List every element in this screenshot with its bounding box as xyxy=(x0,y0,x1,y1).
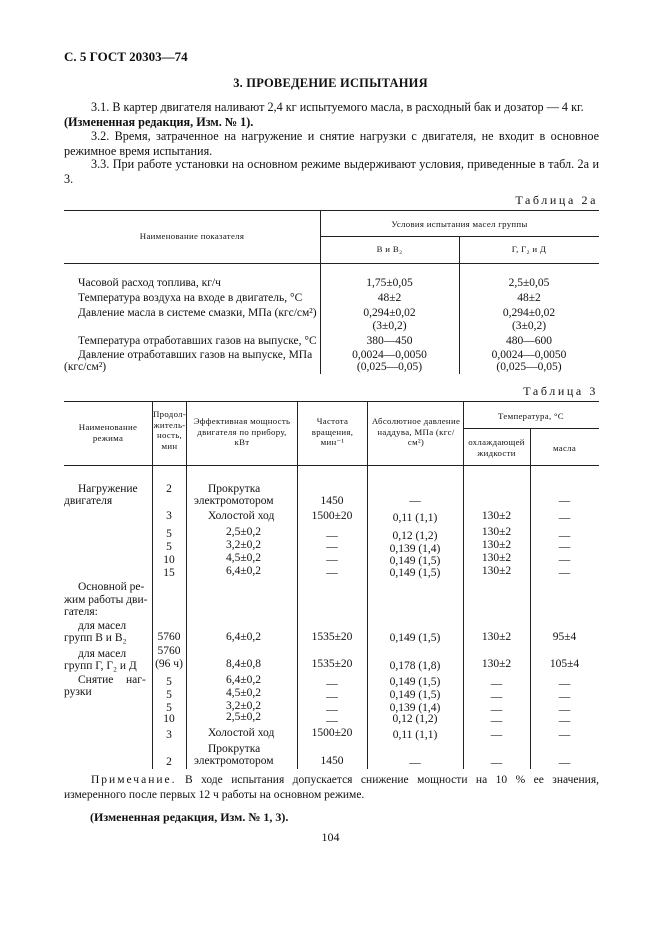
table-3-cell: Холостой ход xyxy=(208,510,275,522)
table-2a-head-name: Наименование показателя xyxy=(139,231,245,241)
table-2a-cell: 48±2 xyxy=(517,292,541,304)
table-3-head-mode: Наименование режима xyxy=(78,422,138,443)
amendment-note: (Измененная редакция, Изм. № 1). xyxy=(64,114,254,129)
table-3-cell: — xyxy=(558,554,571,566)
table-3-cell: 1535±20 xyxy=(311,658,353,670)
table-3-cell: 15 xyxy=(163,567,175,579)
table-3-cell: — xyxy=(558,757,571,769)
table-3-cell: 2 xyxy=(166,756,172,768)
table-3-cell: 3,2±0,2 xyxy=(226,539,262,551)
table-3-cell: — xyxy=(326,530,338,542)
table-3-cell: 6,4±0,2 xyxy=(226,631,262,643)
mode-label: групп Г, Г₂ и Д xyxy=(64,660,137,672)
table-3-head-duration: Продол-житель-ность, мин xyxy=(153,409,187,451)
section-title: 3. ПРОВЕДЕНИЕ ИСПЫТАНИЯ xyxy=(233,76,428,90)
table-3-cell: — xyxy=(490,704,503,716)
table-3-cell: 0,12 (1,2) xyxy=(392,713,438,725)
table-3-cell: — xyxy=(326,704,338,716)
table-3-cell: 10 xyxy=(163,713,175,725)
table-2a-head-col2: Г, Г₂ и Д xyxy=(511,244,547,254)
table-3-cell: — xyxy=(558,541,571,553)
table-3-cell: — xyxy=(558,729,571,741)
table-3-cell: 1500±20 xyxy=(311,727,353,739)
table-3-cell: 0,139 (1,4) xyxy=(389,543,441,555)
table-2a-cell: 0,0024—0,0050 xyxy=(491,349,567,361)
table-3-cell: 95±4 xyxy=(552,631,577,643)
table-3-cell: 3,2±0,2 xyxy=(226,700,262,712)
paragraph-3-1: 3.1. В картер двигателя наливают 2,4 кг испытуемого масла, в расходный бак и дозатор — 4 кг. (Измененная редакция, Изм. № 1). xyxy=(64,100,584,129)
table-3-cell: 0,12 (1,2) xyxy=(392,530,438,542)
table-3-cell: — xyxy=(409,757,421,769)
table-3-cell: 130±2 xyxy=(481,510,512,522)
table-3-cell: 5760 xyxy=(157,645,181,657)
table-3-cell: 5 xyxy=(166,702,172,714)
table-2a-row-name: Часовой расход топлива, кг/ч xyxy=(78,277,221,289)
mode-label: гателя: xyxy=(64,606,98,618)
table-3-cell: — xyxy=(558,715,571,727)
table-2a-cell: 0,294±0,02 xyxy=(363,307,416,319)
table-3-head-frequency: Частота вращения, мин⁻¹ xyxy=(311,416,354,447)
table-2a-row-name: Давление отработавших газов на выпуске, МПа xyxy=(78,349,313,361)
table-2a-row-name: Температура отработавших газов на выпуске, °С xyxy=(78,335,317,347)
table-3-cell: — xyxy=(490,678,503,690)
table-3-cell: 130±2 xyxy=(481,658,512,670)
mode-label: рузки xyxy=(64,686,92,698)
table-2a-cell: 0,294±0,02 xyxy=(502,307,556,319)
table-3-head-power: Эффективная мощность двигателя по прибору, кВт xyxy=(193,416,291,447)
mode-label: двигателя xyxy=(64,495,113,507)
amendment-note: (Измененная редакция, Изм. № 1, 3). xyxy=(90,810,289,824)
table-3-head-coolant: охлаждающей жидкости xyxy=(468,437,525,458)
table-2a-cell: (0,025—0,05) xyxy=(496,361,562,373)
table-3-cell: электромотором xyxy=(194,755,274,767)
table-3-cell: — xyxy=(490,691,503,703)
table-3-col-divider xyxy=(186,401,187,769)
mode-label: Снятие xyxy=(78,674,114,686)
table-3-cell: 0,149 (1,5) xyxy=(389,555,441,567)
table-3-cell: 0,149 (1,5) xyxy=(389,689,441,701)
table-3-head-border xyxy=(64,465,599,466)
table-2a-cell: (3±0,2) xyxy=(372,320,407,332)
table-3-cell: Прокрутка xyxy=(208,743,261,755)
mode-label: наг- xyxy=(126,674,146,686)
table-2a-cell: 480—600 xyxy=(506,335,552,347)
table-3-cell: 1450 xyxy=(320,755,344,767)
table-2a-row-name: Температура воздуха на входе в двигатель, °С xyxy=(78,292,303,304)
table-2a-top-border xyxy=(64,210,599,211)
table-3-cell: 5760 xyxy=(157,631,181,643)
table-3-cell: — xyxy=(326,678,338,690)
table-3-cell: 2,5±0,2 xyxy=(226,711,262,723)
table-3-cell: 2,5±0,2 xyxy=(226,526,262,538)
table-2a-cell: (0,025—0,05) xyxy=(356,361,423,373)
table-3-cell: 0,149 (1,5) xyxy=(389,632,441,644)
table-3-cell: 4,5±0,2 xyxy=(226,687,262,699)
table-3-cell: 0,149 (1,5) xyxy=(389,567,441,579)
table-3-cell: — xyxy=(326,691,338,703)
table-3-caption: Таблица 3 xyxy=(523,384,598,398)
mode-label: жим работы дви- xyxy=(64,594,148,606)
mode-label: групп В и В₂ xyxy=(64,632,127,644)
table-3-cell: 4,5±0,2 xyxy=(226,552,262,564)
table-3-cell: 5 xyxy=(166,528,172,540)
table-3-cell: — xyxy=(490,729,503,741)
table-3-cell: 1500±20 xyxy=(311,510,353,522)
table-3-cell: — xyxy=(558,691,571,703)
mode-label: Нагружение xyxy=(78,483,138,495)
table-2a-cell: 2,5±0,05 xyxy=(508,277,550,289)
table-3-cell: 0,11 (1,1) xyxy=(392,512,438,524)
table-3-cell: 130±2 xyxy=(481,631,512,643)
paragraph-3-3: 3.3. При работе установки на основном режиме выдерживают условия, приведенные в табл. 2а и 3. xyxy=(64,157,599,186)
table-3-cell: 5 xyxy=(166,541,172,553)
table-3-cell: 0,11 (1,1) xyxy=(392,729,438,741)
table-2a-cell: 1,75±0,05 xyxy=(366,277,413,289)
paragraph-3-2: 3.2. Время, затраченное на нагружение и снятие нагрузки с двигателя, не входит в основное режимное время испытания. xyxy=(64,129,599,158)
table-2a-row-name: (кгс/см²) xyxy=(64,361,107,373)
table-3-cell: — xyxy=(326,715,338,727)
table-3-cell: 6,4±0,2 xyxy=(226,565,262,577)
table-3-head-temperature: Температура, °С xyxy=(498,411,564,421)
table-3-cell: — xyxy=(326,567,338,579)
table-2a-cell: 380—450 xyxy=(366,335,413,347)
table-3-cell: 1535±20 xyxy=(311,631,353,643)
mode-label: для масел xyxy=(78,620,127,632)
table-3-cell: электромотором xyxy=(194,495,274,507)
table-3-cell: 130±2 xyxy=(481,539,512,551)
table-3-cell: — xyxy=(558,678,571,690)
table-3-cell: — xyxy=(409,495,421,507)
table-2a-head-border xyxy=(64,263,599,264)
note-label: Примечание. xyxy=(91,774,177,786)
table-3-head-pressure: Абсолютное давление наддува, МПа (кгс/см²) xyxy=(371,416,461,447)
table-3-top-border xyxy=(64,401,599,402)
table-3-cell: 2 xyxy=(166,483,172,495)
table-3-cell: 1450 xyxy=(320,495,344,507)
table-3-cell: — xyxy=(558,530,571,542)
table-3-cell: — xyxy=(558,567,571,579)
table-3-cell: 3 xyxy=(166,510,172,522)
page-header: С. 5 ГОСТ 20303—74 xyxy=(64,49,188,64)
table-3-cell: — xyxy=(326,541,338,553)
mode-label: для масел xyxy=(78,648,127,660)
table-2a-head-col1: В и В₂ xyxy=(376,244,403,254)
table-3-head-oil: масла xyxy=(552,443,577,453)
table-3-cell: 130±2 xyxy=(481,526,512,538)
table-3-cell: 0,149 (1,5) xyxy=(389,676,441,688)
table-2a-cell: (3±0,2) xyxy=(511,320,547,332)
table-3-cell: — xyxy=(490,715,503,727)
table-3-cell: 5 xyxy=(166,689,172,701)
table-3-cell: 130±2 xyxy=(481,552,512,564)
table-3-cell: — xyxy=(558,495,571,507)
table-3-cell: 0,178 (1,8) xyxy=(389,660,441,672)
table-3-temp-divider xyxy=(463,428,599,429)
table-2a-cell: 0,0024—0,0050 xyxy=(352,349,427,361)
table-2a-caption: Таблица 2а xyxy=(515,193,598,207)
table-3-cell: 3 xyxy=(166,729,172,741)
table-3-cell: — xyxy=(326,554,338,566)
table-2a-head-group: Условия испытания масел группы xyxy=(391,219,528,229)
table-3-cell: Прокрутка xyxy=(208,483,261,495)
table-3-cell: — xyxy=(558,512,571,524)
table-3-cell: (96 ч) xyxy=(155,658,183,670)
table-3-cell: 5 xyxy=(166,676,172,688)
table-3-cell: 130±2 xyxy=(481,565,512,577)
table-3-cell: — xyxy=(558,704,571,716)
table-2a-cell: 48±2 xyxy=(377,292,402,304)
table-3-cell: 10 xyxy=(163,554,175,566)
page-number: 104 xyxy=(321,830,340,844)
note-text: В ходе испытания допускается снижение мощности на 10 % ее значения, измеренного после первых 12 ч работы на основном режиме. xyxy=(64,774,599,801)
table-3-cell: — xyxy=(490,757,503,769)
table-2a-row-name: Давление масла в системе смазки, МПа (кгс/см²) xyxy=(78,307,317,319)
table-3-cell: 105±4 xyxy=(549,658,580,670)
table-note xyxy=(64,773,599,802)
mode-label: Основной ре- xyxy=(78,581,145,593)
table-3-cell: 0,139 (1,4) xyxy=(389,702,441,714)
table-3-cell: 6,4±0,2 xyxy=(226,674,262,686)
table-3-cell: 8,4±0,8 xyxy=(226,658,262,670)
table-3-cell: Холостой ход xyxy=(208,727,275,739)
